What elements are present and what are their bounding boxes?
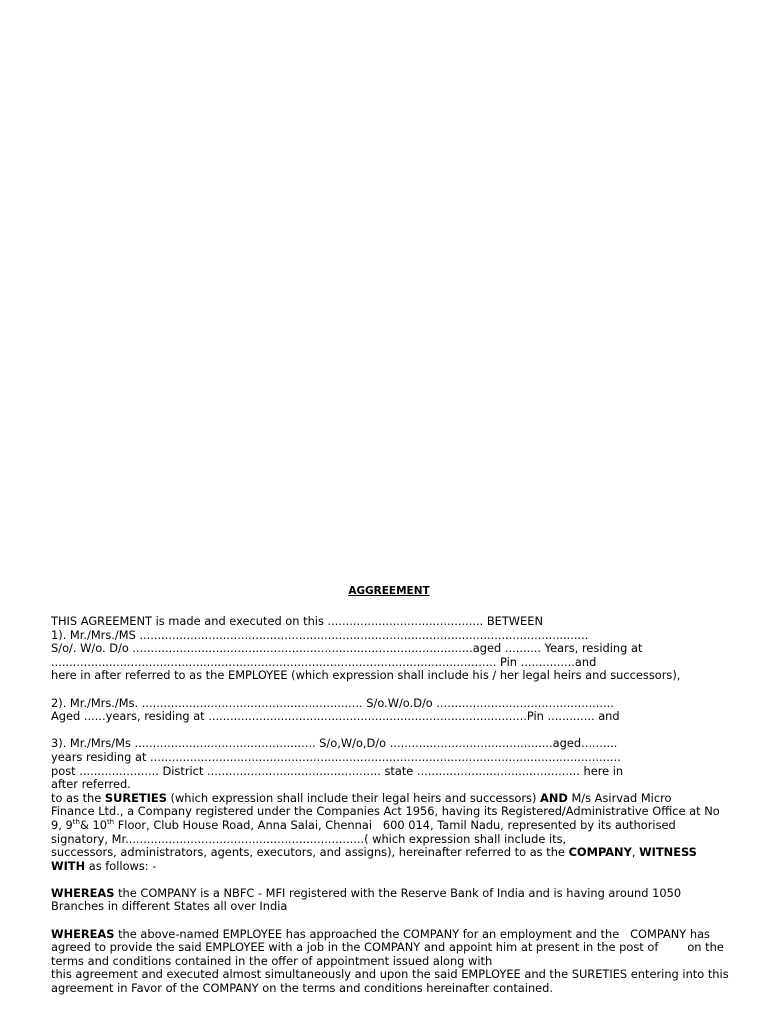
company-address-line xyxy=(51,819,751,833)
text-run: 9, 9 xyxy=(51,817,73,832)
surety-1-name-line: 2). Mr./Mrs./Ms. ............................................................. S/o.W/o.D/o ................................................. xyxy=(51,695,614,710)
text-run: & 10 xyxy=(79,817,107,832)
surety-1-address-line: Aged ......years, residing at ........................................................................................Pin ............. and xyxy=(51,709,620,724)
employee-relation-line: S/o/. W/o. D/o ..............................................................................................aged .......... Years, residing at xyxy=(51,641,643,656)
superscript: th xyxy=(106,818,115,827)
signatory-line: signatory, Mr..................................................................( which expression shall include its, xyxy=(51,831,567,846)
execution-line: this agreement and executed almost simultaneously and upon the said EMPLOYEE and the SURETIES entering into this xyxy=(51,967,729,982)
employee-name-line: 1). Mr./Mrs./MS ............................................................................................................................ xyxy=(51,627,589,642)
text-run: as follows: - xyxy=(85,858,157,873)
employee-definition-line: here in after referred to as the EMPLOYEE (which expression shall include his / her legal heirs and successors), xyxy=(51,668,681,683)
whereas-term: WHEREAS xyxy=(51,885,115,900)
agreement-body xyxy=(51,615,751,996)
text-run: (which expression shall include their legal heirs and successors) xyxy=(166,790,541,805)
sureties-term: SURETIES xyxy=(104,790,167,805)
whereas-term: WHEREAS xyxy=(51,926,115,941)
paragraph-spacer xyxy=(51,724,751,738)
text-run: Floor, Club House Road, Anna Salai, Chennai 600 014, Tamil Nadu, represented by its authorised xyxy=(114,817,676,832)
witness-term: WITNESS xyxy=(639,845,697,860)
surety-2-district-line: post ...................... District ................................................ state ............................................. here in xyxy=(51,763,624,778)
text-run: , xyxy=(631,845,640,860)
whereas-employment-line xyxy=(51,928,751,942)
employment-terms-line: agreed to provide the said EMPLOYEE with a job in the COMPANY and appoint him at present in the post of on the xyxy=(51,940,724,955)
text-run: the COMPANY is a NBFC - MFI registered with the Reserve Bank of India and is having around 1050 xyxy=(114,885,682,900)
favor-line: agreement in Favor of the COMPANY on the terms and conditions hereinafter contained. xyxy=(51,981,554,996)
text-run: M/s Asirvad Micro xyxy=(567,790,672,805)
employee-address-line: ........................................................................................................................... Pin ...............and xyxy=(51,654,597,669)
paragraph-spacer xyxy=(51,683,751,697)
surety-2-residence-line: years residing at .................................................................................................................................. xyxy=(51,749,621,764)
and-term: AND xyxy=(540,790,568,805)
surety-2-referred-line: after referred. xyxy=(51,777,131,792)
company-registration-line: Finance Ltd., a Company registered under the Companies Act 1956, having its Registered/Administrative Office at No xyxy=(51,804,720,819)
sureties-definition-line xyxy=(51,792,751,806)
text-run: to as the xyxy=(51,790,105,805)
company-definition-line xyxy=(51,846,751,860)
paragraph-spacer xyxy=(51,873,751,887)
text-run: the above-named EMPLOYEE has approached the COMPANY for an employment and the COMPANY has xyxy=(114,926,710,941)
branches-line: Branches in different States all over India xyxy=(51,899,288,914)
paragraph-spacer xyxy=(51,914,751,928)
company-term: COMPANY xyxy=(568,845,632,860)
document-title: AGGREEMENT xyxy=(348,585,430,597)
agreement-line: THIS AGREEMENT is made and executed on this ........................................... BETWEEN xyxy=(51,614,543,628)
whereas-nbfc-line xyxy=(51,887,751,901)
with-term: WITH xyxy=(51,858,86,873)
text-run: successors, administrators, agents, executors, and assigns), hereinafter referred to as the xyxy=(51,845,569,860)
surety-2-name-line: 3). Mr./Mrs/Ms .................................................. S/o,W/o,D/o .............................................aged.......... xyxy=(51,736,618,751)
witness-with-line xyxy=(51,860,751,874)
superscript: th xyxy=(72,818,80,827)
offer-line: terms and conditions contained in the offer of appointment issued along with xyxy=(51,953,493,968)
